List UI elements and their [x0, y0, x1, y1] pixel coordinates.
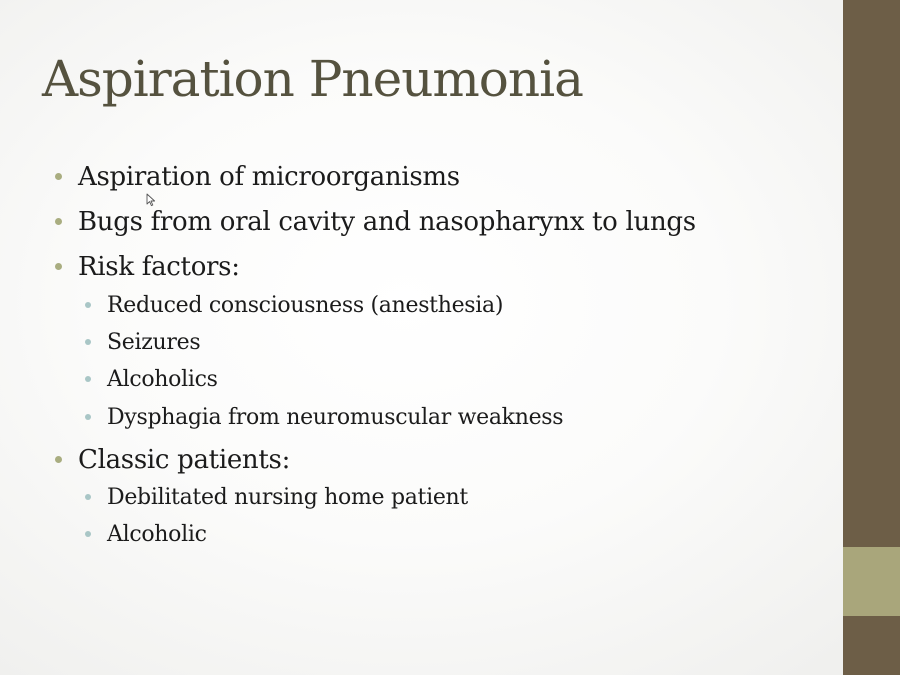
bullet-text: Bugs from oral cavity and nasopharynx to lungs — [78, 207, 696, 237]
bullet-item — [78, 249, 240, 285]
sub-bullet-item — [107, 290, 503, 322]
bullet-text: Debilitated nursing home patient — [107, 485, 468, 510]
bullet-text: Alcoholics — [107, 367, 218, 392]
bullet-text: Reduced consciousness (anesthesia) — [107, 293, 504, 318]
bullet-dot — [85, 376, 91, 382]
bullet-dot — [55, 263, 62, 270]
bullet-text: Aspiration of microorganisms — [78, 162, 460, 192]
bullet-text: Alcoholic — [107, 522, 207, 547]
bullet-dot — [85, 531, 91, 537]
bullet-item — [78, 204, 696, 240]
sub-bullet-item — [107, 327, 200, 359]
sub-bullet-item — [107, 402, 563, 434]
bullet-dot — [85, 339, 91, 345]
bullet-dot — [55, 173, 62, 180]
slide-title: Aspiration Pneumonia — [42, 50, 583, 108]
bullet-dot — [85, 494, 91, 500]
bullet-text: Risk factors: — [78, 252, 240, 282]
bullet-dot — [55, 456, 62, 463]
bullet-dot — [85, 414, 91, 420]
sub-bullet-item — [107, 482, 468, 514]
side-accent-block — [843, 547, 900, 616]
bullet-text: Classic patients: — [78, 445, 291, 475]
bullet-dot — [55, 218, 62, 225]
bullet-text: Dysphagia from neuromuscular weakness — [107, 405, 564, 430]
sub-bullet-item — [107, 519, 207, 551]
bullet-item — [78, 442, 290, 478]
bullet-text: Seizures — [107, 330, 201, 355]
bullet-dot — [85, 302, 91, 308]
mouse-pointer-icon — [146, 193, 156, 207]
bullet-item — [78, 159, 460, 195]
sub-bullet-item — [107, 364, 218, 396]
